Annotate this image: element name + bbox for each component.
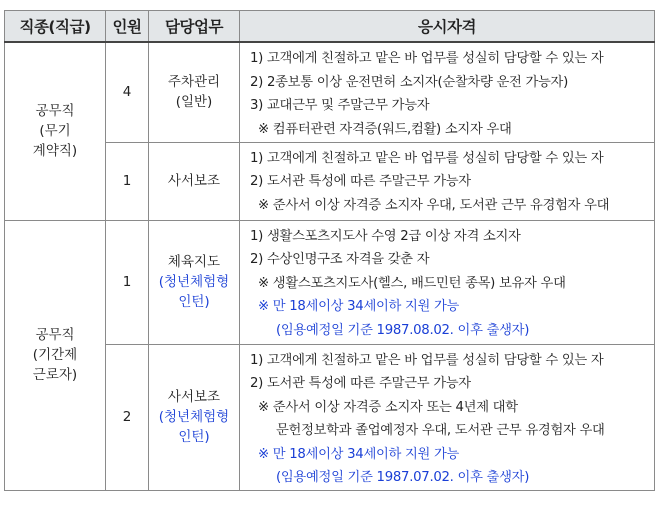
count-cell: 1 xyxy=(106,142,149,220)
duty-note-line: 인턴) xyxy=(178,294,210,310)
birth-date-requirement: (임용예정일 기준 1987.08.02. 이후 출생자) xyxy=(276,322,530,338)
duty-line: 주차관리 xyxy=(167,74,221,91)
header-type: 직종(직급) xyxy=(5,11,106,43)
requirement-note: ※ 준사서 이상 자격증 소지자 우대, 도서관 근무 유경험자 우대 xyxy=(258,197,610,213)
requirement-line: 2) 수상인명구조 자격을 갖춘 자 xyxy=(250,252,430,267)
duty-line: 체육지도 xyxy=(167,254,221,270)
birth-date-requirement: (임용예정일 기준 1987.07.02. 이후 출생자) xyxy=(276,470,530,485)
duty-line: (일반) xyxy=(175,94,213,111)
job-type-line: (무기 xyxy=(39,123,71,140)
requirements-cell xyxy=(240,42,655,142)
job-type-line: 공무직 xyxy=(35,103,75,120)
duty-line: 사서보조 xyxy=(167,389,221,405)
requirement-line: 2) 도서관 특성에 따른 주말근무 가능자 xyxy=(250,174,471,189)
requirement-line: 2) 도서관 특성에 따른 주말근무 가능자 xyxy=(250,376,471,391)
duty-line: 사서보조 xyxy=(167,173,221,189)
duty-note-line: (청년체험형 xyxy=(158,409,230,425)
duty-cell xyxy=(149,42,240,142)
requirement-line: 1) 고객에게 친절하고 맡은 바 업무를 성실히 담당할 수 있는 자 xyxy=(250,352,604,368)
requirements-cell xyxy=(240,344,655,490)
job-type-line: 계약직) xyxy=(32,143,78,160)
requirement-line: 1) 고객에게 친절하고 맡은 바 업무를 성실히 담당할 수 있는 자 xyxy=(250,150,604,166)
header-qualification: 응시자격 xyxy=(240,11,655,43)
age-requirement: ※ 만 18세이상 34세이하 지원 가능 xyxy=(258,446,460,462)
duty-note-line: 인턴) xyxy=(178,429,210,445)
requirement-note: ※ 컴퓨터관련 자격증(워드,컴활) 소지자 우대 xyxy=(258,121,512,137)
requirement-note: ※ 생활스포츠지도사(헬스, 배드민턴 종목) 보유자 우대 xyxy=(258,275,566,291)
age-requirement: ※ 만 18세이상 34세이하 지원 가능 xyxy=(258,299,460,314)
job-type-line: 근로자) xyxy=(32,367,78,383)
duty-cell xyxy=(149,344,240,490)
requirements-cell xyxy=(240,142,655,220)
recruitment-table xyxy=(4,10,655,491)
requirement-line: 3) 교대근무 및 주말근무 가능자 xyxy=(250,98,430,113)
duty-cell xyxy=(149,142,240,220)
count-cell: 1 xyxy=(106,220,149,344)
requirement-line: 1) 고객에게 친절하고 맡은 바 업무를 성실히 담당할 수 있는 자 xyxy=(250,51,604,66)
requirement-note: ※ 준사서 이상 자격증 소지자 또는 4년제 대학 xyxy=(258,399,518,415)
duty-note-line: (청년체험형 xyxy=(158,274,230,290)
requirement-line: 2) 2종보통 이상 운전면허 소지자(순찰차량 운전 가능자) xyxy=(250,74,568,90)
header-row xyxy=(5,11,655,43)
table-row xyxy=(5,220,655,344)
requirement-note-continued: 문헌정보학과 졸업예정자 우대, 도서관 근무 유경험자 우대 xyxy=(276,423,605,438)
job-type-line: 공무직 xyxy=(35,327,75,343)
count-cell: 2 xyxy=(106,344,149,490)
job-type-cell xyxy=(5,220,106,490)
duty-cell xyxy=(149,220,240,344)
requirement-line: 1) 생활스포츠지도사 수영 2급 이상 자격 소지자 xyxy=(250,228,521,244)
header-count: 인원 xyxy=(106,11,149,43)
table-row xyxy=(5,42,655,142)
header-duty: 담당업무 xyxy=(149,11,240,43)
job-type-cell xyxy=(5,42,106,220)
requirements-cell xyxy=(240,220,655,344)
count-cell: 4 xyxy=(106,42,149,142)
job-type-line: (기간제 xyxy=(32,347,78,363)
